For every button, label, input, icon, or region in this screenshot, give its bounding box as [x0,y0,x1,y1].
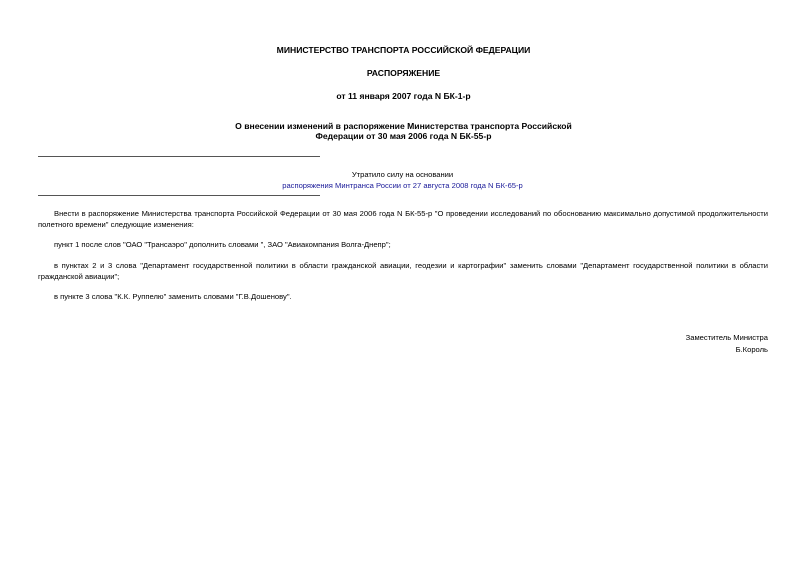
divider-bottom [38,195,320,196]
document-date: от 11 января 2007 года N БК-1-р [336,91,471,101]
ministry-title: МИНИСТЕРСТВО ТРАНСПОРТА РОССИЙСКОЙ ФЕДЕРАЦИИ [276,45,531,55]
signature-title: Заместитель Министра [685,333,768,342]
signature-name: Б.Король [735,345,768,354]
subject-line-1: О внесении изменений в распоряжение Министерства транспорта Российской [235,121,572,131]
body-paragraph-1 [38,208,768,230]
paragraph-text: Внести в распоряжение Министерства транспорта Российской Федерации от 30 мая 2006 года N БК-55-р "О проведении исследований по обоснованию максимально допустимой продолжительности полетного времени" следующие изменения: [38,209,768,229]
document-subject [0,121,807,141]
paragraph-text: пункт 1 после слов "ОАО "Трансаэро" дополнить словами ", ЗАО "Авиакомпания Волга-Днепр"; [54,240,391,249]
subject-line-2: Федерации от 30 мая 2006 года N БК-55-р [315,131,492,141]
body-paragraph-4 [38,291,768,302]
body-paragraph-3 [38,260,768,282]
paragraph-text: в пунктах 2 и 3 слова "Департамент государственной политики в области гражданской авиации, геодезии и картографии" заменить словами "Департамент государственной политики в области гражданской авиации"; [38,261,768,281]
divider-top [38,156,320,157]
status-note: Утратило силу на основании [351,170,454,179]
paragraph-text: в пункте 3 слова "К.К. Руппелю" заменить словами "Г.В.Дошенову". [54,292,292,301]
document-type: РАСПОРЯЖЕНИЕ [366,68,441,78]
status-reference-link[interactable]: распоряжения Минтранса России от 27 августа 2008 года N БК-65-р [282,181,523,190]
body-paragraph-2 [38,239,768,250]
